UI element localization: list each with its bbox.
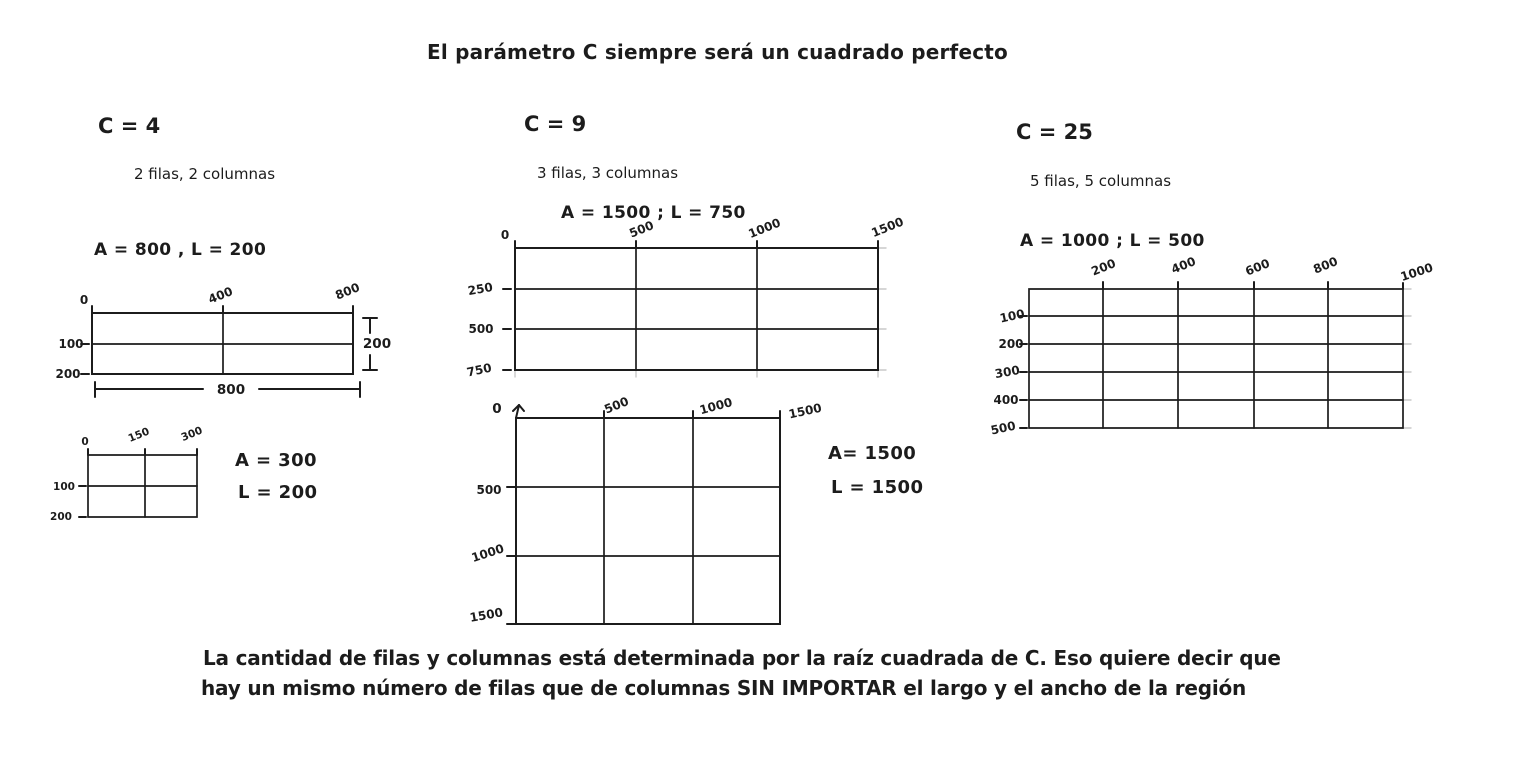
grid-lines <box>1029 289 1403 428</box>
section-c4-params: A = 800 , L = 200 <box>94 240 267 260</box>
x-tick-label: 800 <box>333 280 362 303</box>
axis-labels <box>55 280 361 381</box>
width-dim-label: 800 <box>216 382 246 398</box>
section-c25-label: C = 25 <box>1016 120 1093 144</box>
y-tick-label: 200 <box>998 337 1024 351</box>
axis-ticks <box>503 241 878 370</box>
y-tick-label: 200 <box>55 367 81 381</box>
x-tick-label: 0 <box>81 436 89 448</box>
x-tick-label: 1500 <box>787 400 823 422</box>
figure-c4-small-grid <box>50 418 340 533</box>
axis-labels <box>989 254 1434 437</box>
height-dimension-bracket <box>363 318 391 370</box>
section-c9-label: C = 9 <box>524 112 587 136</box>
x-tick-label: 0 <box>492 401 502 417</box>
x-tick-label: 500 <box>627 218 656 241</box>
faint-ticks <box>1403 289 1411 428</box>
x-tick-label: 200 <box>1089 256 1118 279</box>
c9-square-area-label: A= 1500 <box>828 443 917 464</box>
y-tick-label: 500 <box>989 418 1017 438</box>
axis-ticks <box>507 411 780 624</box>
x-tick-label: 1500 <box>869 214 906 241</box>
footer-text-line1: La cantidad de filas y columnas está determinada por la raíz cuadrada de C. Eso quiere decir que <box>203 646 1281 670</box>
footer-text-line2: hay un mismo número de filas que de columnas SIN IMPORTAR el largo y el ancho de la región <box>201 676 1247 700</box>
y-tick-label: 500 <box>476 483 502 497</box>
x-tick-label: 600 <box>1243 256 1272 279</box>
figure-c4-main-grid <box>55 275 415 405</box>
axis-ticks <box>81 306 353 374</box>
y-tick-label: 750 <box>465 360 493 380</box>
section-c25-dims: 5 filas, 5 columnas <box>1030 172 1172 190</box>
x-tick-label: 400 <box>206 284 235 307</box>
c9-square-length-label: L = 1500 <box>831 477 924 498</box>
x-tick-label: 0 <box>79 293 89 307</box>
axis-labels <box>50 425 204 523</box>
page-title: El parámetro C siempre será un cuadrado perfecto <box>427 40 1008 64</box>
figure-c9-square-grid <box>450 395 840 640</box>
y-tick-label: 400 <box>993 393 1019 407</box>
axis-ticks <box>79 449 197 517</box>
grid-lines <box>516 418 780 624</box>
x-tick-label: 1000 <box>1398 260 1435 285</box>
section-c25-params: A = 1000 ; L = 500 <box>1020 231 1205 251</box>
height-dim-label: 200 <box>362 336 392 352</box>
grid-lines <box>88 455 197 517</box>
x-tick-label: 0 <box>500 228 510 242</box>
faint-ticks <box>515 248 886 377</box>
y-tick-label: 1000 <box>469 541 506 566</box>
y-tick-label: 200 <box>50 511 72 523</box>
grid-lines <box>515 248 878 370</box>
y-tick-label: 1500 <box>468 605 504 625</box>
c4-small-area-label: A = 300 <box>235 450 317 471</box>
grid-lines <box>92 313 353 374</box>
y-tick-label: 250 <box>466 279 494 299</box>
y-tick-label: 500 <box>468 322 494 336</box>
section-c9-params: A = 1500 ; L = 750 <box>561 203 746 223</box>
x-tick-label: 1000 <box>698 395 734 418</box>
y-tick-label: 300 <box>993 362 1021 382</box>
y-tick-label: 100 <box>998 306 1026 326</box>
figure-c25-grid <box>970 255 1470 440</box>
axis-arrow <box>513 405 524 418</box>
x-tick-label: 150 <box>126 425 152 445</box>
y-tick-label: 100 <box>53 481 75 493</box>
x-tick-label: 300 <box>179 424 205 444</box>
c4-small-length-label: L = 200 <box>238 482 318 503</box>
axis-labels <box>465 215 905 380</box>
figure-c9-top-grid <box>455 214 915 386</box>
section-c9-dims: 3 filas, 3 columnas <box>537 164 679 182</box>
x-tick-label: 1000 <box>746 215 783 242</box>
axis-labels <box>469 394 823 625</box>
x-tick-label: 400 <box>1169 254 1198 277</box>
x-tick-label: 800 <box>1311 254 1340 277</box>
section-c4-label: C = 4 <box>98 114 161 138</box>
x-tick-label: 500 <box>602 394 631 417</box>
width-dimension-bracket <box>95 382 360 398</box>
y-tick-label: 100 <box>58 337 84 351</box>
axis-ticks <box>1020 282 1403 428</box>
section-c4-dims: 2 filas, 2 columnas <box>134 165 276 183</box>
